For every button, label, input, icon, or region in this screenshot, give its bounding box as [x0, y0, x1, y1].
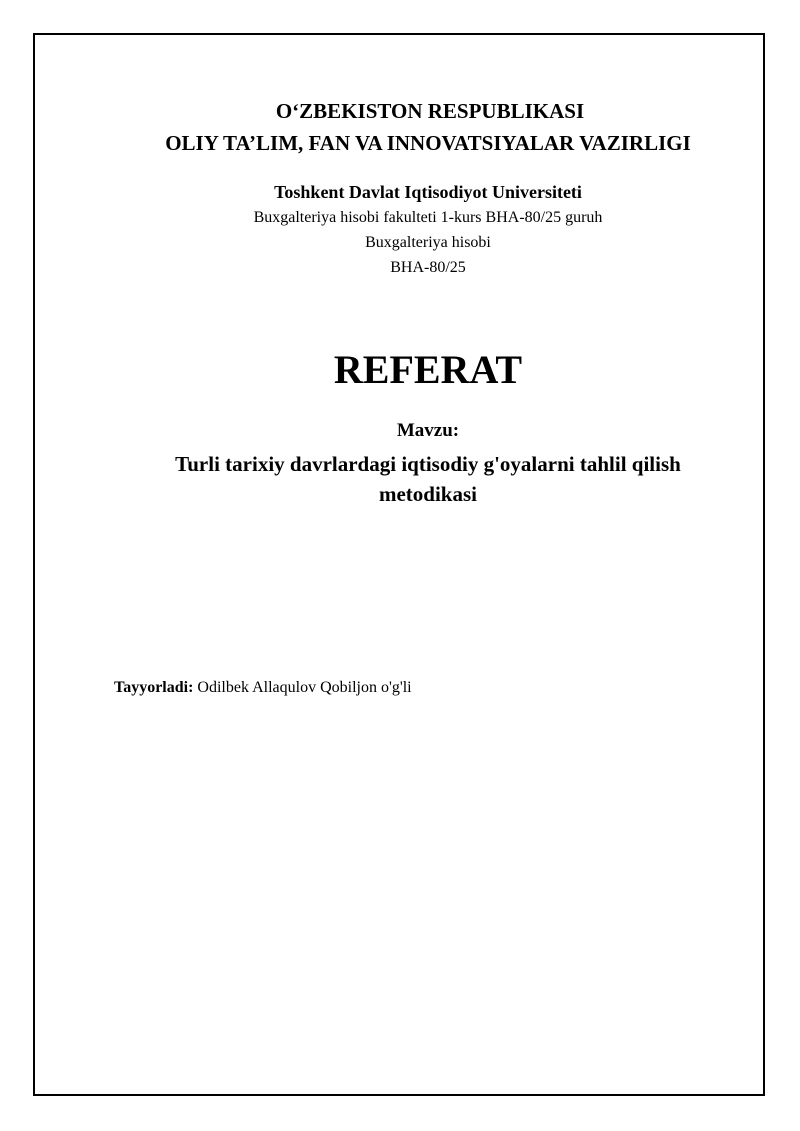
university-name: Toshkent Davlat Iqtisodiyot Universiteti: [274, 182, 582, 202]
country-title: O‘ZBEKISTON RESPUBLIKASI: [275, 99, 585, 123]
topic-line-1: Turli tarixiy davrlardagi iqtisodiy g'oyalarni tahlil qilish: [175, 452, 681, 476]
topic-line-2: metodikasi: [378, 482, 477, 506]
group-line: BHA-80/25: [390, 259, 466, 276]
ministry-title: OLIY TA’LIM, FAN VA INNOVATSIYALAR VAZIRLIGI: [165, 131, 691, 155]
author-line: [114, 679, 412, 697]
author-name: Odilbek Allaqulov Qobiljon o'g'li: [197, 679, 412, 696]
topic-label: Mavzu:: [396, 420, 460, 441]
author-label: Tayyorladi:: [114, 679, 194, 696]
faculty-group-line: Buxgalteriya hisobi fakulteti 1-kurs BHA-80/25 guruh: [253, 209, 603, 226]
document-type-title: REFERAT: [333, 347, 523, 392]
subject-line: Buxgalteriya hisobi: [365, 234, 491, 251]
topic-text: [28, 449, 800, 509]
